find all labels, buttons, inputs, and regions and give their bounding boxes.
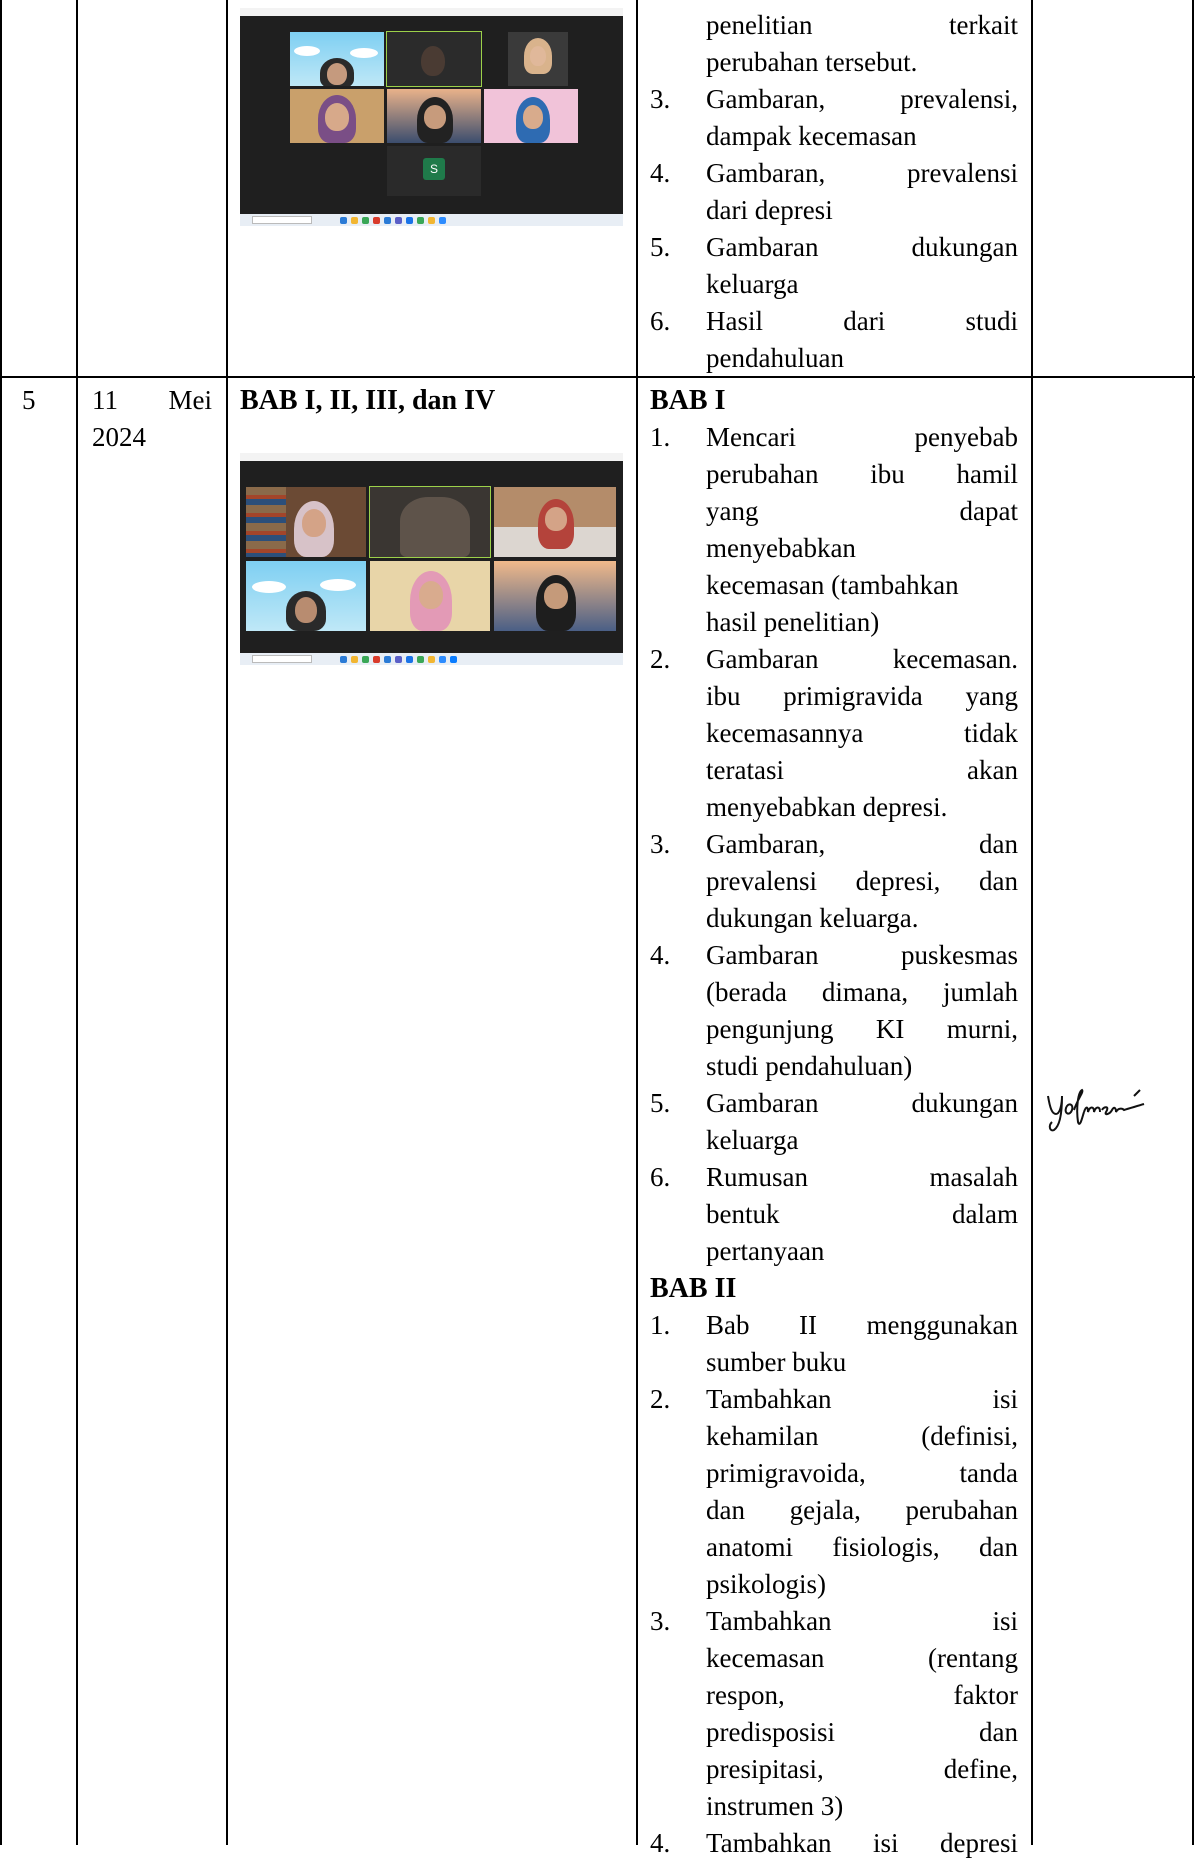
participant-tile: [494, 561, 616, 631]
bab2-heading: BAB II: [650, 1273, 737, 1304]
zoom-titlebar: [240, 8, 623, 16]
avatar: S: [423, 158, 445, 180]
participant-tile: [387, 32, 481, 86]
zoom-meeting-screenshot-prev: [240, 8, 623, 226]
participant-tile: [370, 487, 490, 557]
document-page: S penelitian terkait perubahan tersebut. 3. Gambaran, prevalensi, dampak kecemasan 4. Gambaran, prevalensi dari depresi 5. Gambaran dukungan keluarga 6. Hasil dari studi pendahuluan 5 11 Mei 2024 BAB I, II, III, dan IV BAB I 1. Mencari penyebab perubahan ibu hamil yang dapat menyebabkan kecemasan (tambahkan hasil penelitian) 2. Gambaran kecemasan. ibu primigravida yang kecemasannya tidak teratasi akan menyebabkan depresi. 3. Gambaran, dan prevalensi depresi, dan dukungan keluarga. 4. Gambaran puskesmas (berada dimana, jumlah pengunjung KI murni, studi pendahuluan) 5. Gambaran dukungan keluarga 6. Rumusan masalah bentuk dalam pertanyaan BAB II 1. Bab II menggunakan sumber buku 2. Tambahkan isi kehamilan (definisi, primigravoida, tanda dan gejala, perubahan anatomi fisiologis, dan psikologis) 3. Tambahkan isi kecemasan (rentang respon, faktor predisposisi dan presipitasi, define, instrumen 3) 4. Tambahkan isi depresi: [0, 0, 1195, 1845]
table-border-left: [0, 0, 2, 1845]
participant-tile: [370, 561, 490, 631]
zoom-titlebar: [240, 453, 623, 461]
participant-tile: [290, 32, 384, 86]
signature: [1040, 1078, 1180, 1138]
participant-tile: [494, 487, 616, 557]
activity-title: BAB I, II, III, dan IV: [240, 385, 496, 416]
participant-tile: [508, 32, 568, 86]
taskbar-search: [252, 655, 312, 663]
row-date: 11 Mei: [92, 385, 212, 415]
table-border-right: [1192, 0, 1194, 1845]
taskbar-apps: [340, 656, 457, 663]
table-border-col4: [1031, 0, 1033, 1845]
bab1-heading: BAB I: [650, 385, 726, 416]
row-number: 5: [22, 385, 36, 415]
participant-tile: [387, 89, 481, 143]
table-border-col3: [636, 0, 638, 1845]
row-date-year: 2024: [92, 422, 146, 452]
participant-tile: [246, 561, 366, 631]
taskbar-apps: [340, 217, 446, 224]
zoom-meeting-screenshot: [240, 453, 623, 665]
table-border-col2: [226, 0, 228, 1845]
table-border-col1: [76, 0, 78, 1845]
participant-tile: [484, 89, 578, 143]
participant-tile: [290, 89, 384, 143]
windows-taskbar: [240, 653, 623, 665]
participant-tile-avatar: [387, 146, 481, 196]
participant-tile: [246, 487, 366, 557]
taskbar-search: [252, 216, 312, 224]
windows-taskbar: [240, 214, 623, 226]
